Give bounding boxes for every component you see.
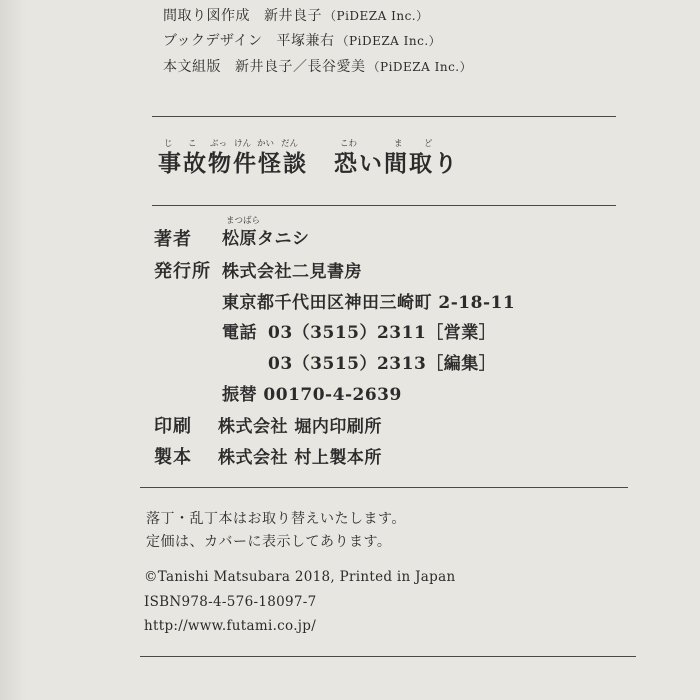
note-price: 定価は、カバーに表示してあります。	[146, 534, 392, 550]
credit-org: （PiDEZA Inc.）	[336, 34, 442, 48]
ruby-text: じ	[164, 139, 173, 149]
ruby-text: ぶっ	[210, 139, 228, 149]
tel-label: 電話	[222, 323, 257, 343]
tel-editorial: 03（3515）2313［編集］	[268, 354, 497, 374]
credit-name: 新井良子／長谷愛美	[235, 59, 366, 75]
divider	[152, 205, 616, 206]
divider	[152, 116, 616, 117]
author-label: 著者	[154, 229, 192, 250]
credit-book-design	[163, 30, 441, 50]
divider	[140, 656, 636, 657]
book-title-main: 事故物件怪談	[158, 150, 308, 177]
author-name: 松原タニシ	[222, 229, 310, 249]
ruby-text: こわ	[340, 139, 358, 149]
credit-org: （PiDEZA Inc.）	[324, 9, 429, 23]
credit-role: 本文組版	[163, 59, 221, 75]
publisher-name: 株式会社二見書房	[222, 262, 362, 282]
ruby-text: けん	[234, 139, 252, 149]
publisher-label: 発行所	[154, 261, 211, 282]
ruby-text: だん	[281, 139, 299, 149]
ruby-text: ど	[424, 139, 433, 149]
copyright: ©Tanishi Matsubara 2018, Printed in Japan	[144, 569, 456, 585]
ruby-text: かい	[257, 139, 275, 149]
credit-floorplan	[163, 5, 429, 25]
binding-label: 製本	[154, 447, 192, 468]
divider	[140, 487, 628, 488]
credit-role: ブックデザイン	[163, 33, 263, 49]
credit-name: 新井良子	[264, 8, 322, 24]
tel-sales: 03（3515）2311［営業］	[268, 323, 497, 343]
credit-role: 間取り図作成	[163, 8, 250, 24]
ruby-text: こ	[188, 139, 197, 149]
printing-value: 株式会社 堀内印刷所	[218, 417, 382, 437]
note-replacement: 落丁・乱丁本はお取り替えいたします。	[146, 511, 406, 527]
isbn: ISBN978-4-576-18097-7	[144, 594, 317, 610]
printing-label: 印刷	[154, 416, 192, 437]
postal-transfer: 振替 00170-4-2639	[222, 385, 402, 405]
ruby-text: ま	[394, 139, 403, 149]
publisher-address: 東京都千代田区神田三崎町 2-18-11	[222, 293, 516, 313]
credit-org: （PiDEZA Inc.）	[367, 60, 473, 74]
book-title-sub: 恐い間取り	[334, 150, 459, 177]
page-gutter-shadow	[0, 0, 26, 700]
credit-typesetting	[163, 56, 472, 76]
ruby-text: まつばら	[226, 216, 261, 226]
binding-value: 株式会社 村上製本所	[218, 448, 382, 468]
book-title	[158, 145, 459, 178]
publisher-url: http://www.futami.co.jp/	[144, 618, 317, 634]
credit-name: 平塚兼右	[276, 33, 335, 49]
